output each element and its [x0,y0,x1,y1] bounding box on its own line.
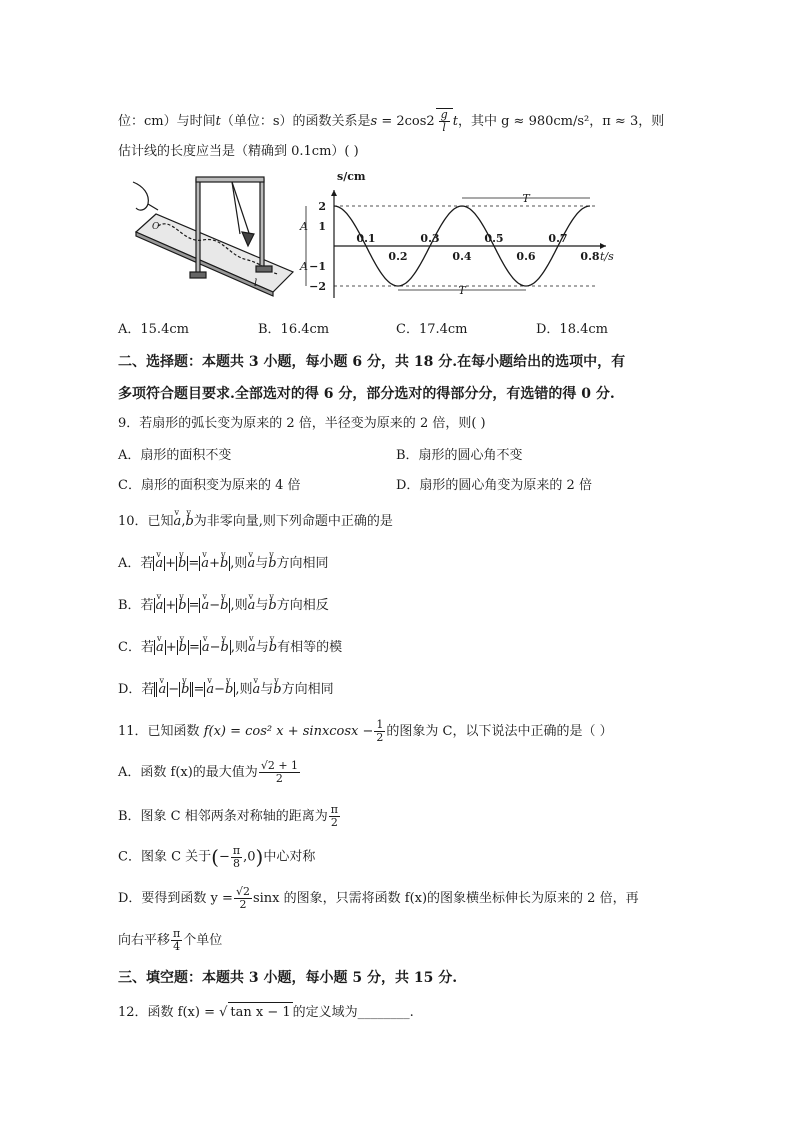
q9-option-a[interactable]: A．扇形的面积不变 [118,448,232,463]
vector-a: v a [174,512,182,532]
q9-option-b[interactable]: B．扇形的圆心角不变 [396,448,523,463]
x-axis-label: t/s [600,250,614,263]
q8-formula: = 2cos2 [377,114,435,129]
x-tick-label: 0.6 [516,250,536,263]
q8-sqrt: $\frac{g}{l}$ [436,108,453,134]
q11-option-b[interactable]: B．图象 C 相邻两条对称轴的距离为 $\frac{\pi}{2}$ [118,803,338,829]
x-tick-label: 0.3 [420,232,440,245]
x-tick-label: 0.4 [452,250,472,263]
q10-option-d[interactable]: D．若v a −v b =v a−v b ,则v a与v b方向相同 [118,680,334,700]
q12-radicand: tan x − 1 [228,1002,292,1023]
period-label-top: T [522,192,530,205]
q10-option-a[interactable]: A．若v a +v b =v a+v b ,则v a与v b方向相同 [118,554,329,574]
q8-option-b[interactable]: B．16.4cm [258,322,330,337]
pendulum-apparatus-illustration [128,174,298,306]
q8-text: 位：cm）与时间 [118,114,216,129]
q9-option-d[interactable]: D．扇形的圆心角变为原来的 2 倍 [396,478,592,493]
q8-text: （单位：s）的函数关系是 [220,114,371,129]
x-tick-label: 0.5 [484,232,504,245]
q8-line-2: 估计线的长度应当是（精确到 0.1cm）( ) [118,144,359,159]
y-tick-label: 1 [318,220,326,233]
q8-option-a[interactable]: A．15.4cm [118,322,189,337]
q8-option-c[interactable]: C．17.4cm [396,322,468,337]
x-tick-label: 0.8 [580,250,600,263]
q8-option-d[interactable]: D．18.4cm [536,322,608,337]
q8-t-var: t [215,114,221,129]
q11-option-d-cont: 向右平移 $\frac{\pi}{4}$ 个单位 [118,927,223,953]
q8-text: ，其中 g ≈ 980cm/s²，π ≈ 3，则 [457,114,665,129]
q8-line-1 [118,108,664,134]
section-2-heading-cont: 多项符合题目要求.全部选对的得 6 分，部分选对的得部分分，有选错的得 0 分. [118,386,615,402]
x-axis-arrow [600,243,606,249]
section-3-heading: 三、填空题：本题共 3 小题，每小题 5 分，共 15 分. [118,970,458,986]
q10-option-c[interactable]: C．若v a +v b =v a−v b ,则v a与v b有相等的模 [118,638,342,658]
q10-option-b[interactable]: B．若v a +v b =v a−v b ,则v a与v b方向相反 [118,596,329,616]
q11-option-c[interactable]: C．图象 C 关于(− $\frac{\pi}{8}$ ,0)中心对称 [118,843,316,870]
q8-t-var: t [452,114,458,129]
svg-text:l: l [254,278,258,289]
period-label-bottom: T [458,284,466,297]
q9-option-c[interactable]: C．扇形的面积变为原来的 4 倍 [118,478,301,493]
y-tick-label: 2 [318,200,326,213]
x-tick-label: 0.7 [548,232,568,245]
q8-s-var: s [370,114,378,129]
vector-b: v b [185,512,193,532]
y-tick-label: −2 [309,280,326,293]
q11-stem: 11．已知函数 f(x) = cos² x + sinxcosx − $\frac{1}{2}$ 的图象为 C，以下说法中正确的是（ ） [118,718,613,744]
q9-stem: 9．若扇形的弧长变为原来的 2 倍，半径变为原来的 2 倍，则( ) [118,416,486,431]
y-axis-arrow [331,190,337,196]
svg-text:O: O [152,222,160,232]
q11-option-a[interactable]: A．函数 f(x)的最大值为 $\frac{√2 + 1}{2}$ [118,759,299,785]
amplitude-label: A [300,220,308,233]
q10-stem: 10．已知v a,v b为非零向量,则下列命题中正确的是 [118,512,393,532]
y-axis-label: s/cm [337,170,366,183]
q12-stem: 12．函数 f(x) = √ tan x − 1 的定义域为________. [118,1002,414,1023]
x-tick-label: 0.1 [356,232,376,245]
q11-option-d[interactable]: D．要得到函数 y = $\frac{√2}{2}$ sinx 的图象，只需将函数 f(x)的图象横坐标伸长为原来的 2 倍，再 [118,885,639,911]
x-tick-label: 0.2 [388,250,408,263]
y-tick-label: −1 [309,260,326,273]
section-2-heading: 二、选择题：本题共 3 小题，每小题 6 分，共 18 分.在每小题给出的选项中，有 [118,354,626,370]
displacement-time-chart [296,168,626,313]
amplitude-label: A [300,260,308,273]
